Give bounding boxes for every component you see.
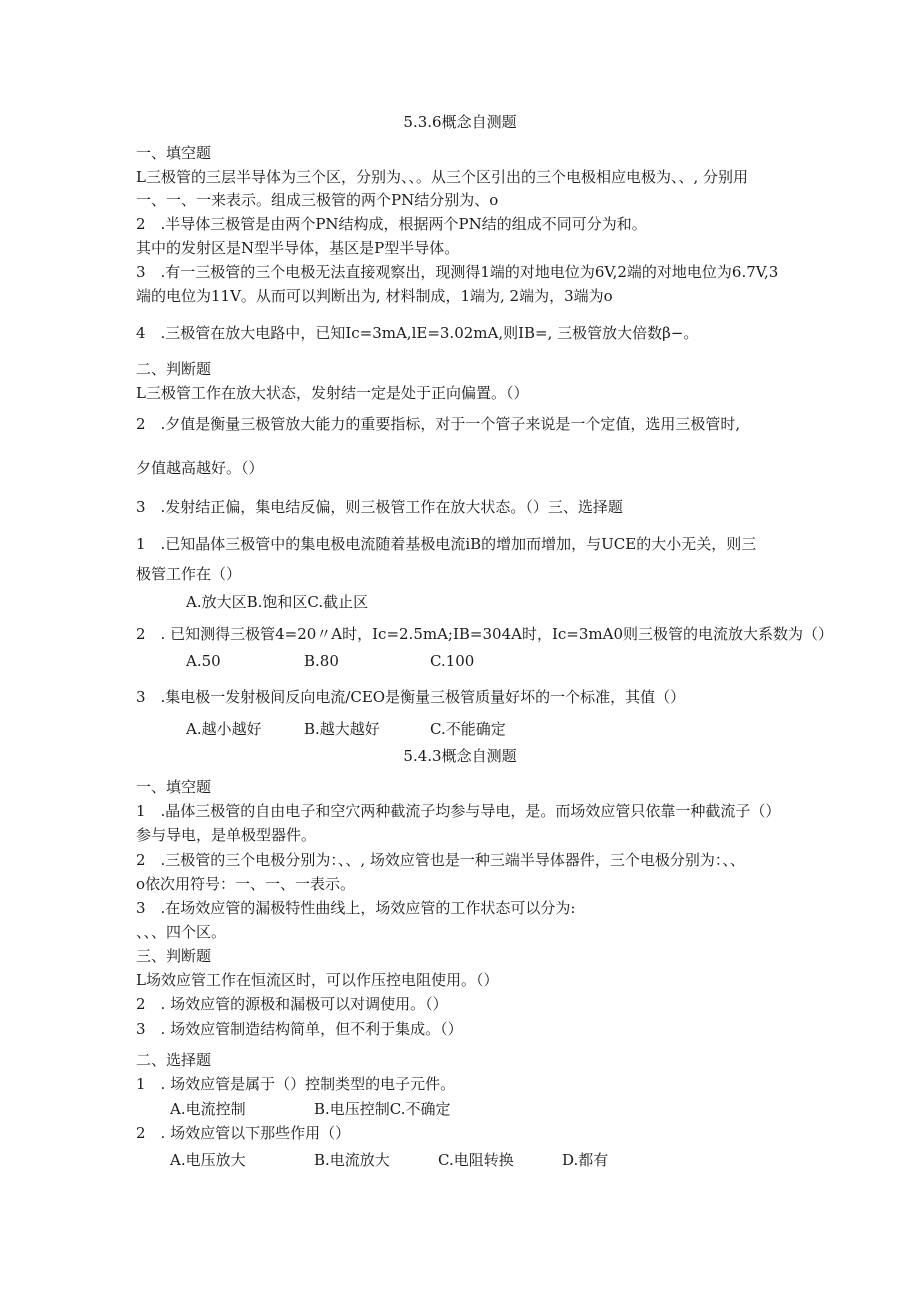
section-heading: 一、填空题 [136,144,212,162]
question-line: 2 . 场效应管的源极和漏极可以对调使用。（） [136,995,448,1013]
question-line: 3 .集电极一发射极间反向电流/CEO是衡量三极管质量好坏的一个标准，其值（） [136,688,686,706]
question-line: 1 . 场效应管是属于（）控制类型的电子元件。 [136,1075,456,1093]
question-line: 1 .晶体三极管的自由电子和空穴两种截流子均参与导电，是。而场效应管只依靠一种截流子（） [136,802,781,820]
question-line: L三极管的三层半导体为三个区，分别为、、。从三个区引出的三个电极相应电极为、、, 分别用 [136,168,749,186]
option-a: A.电流控制 [170,1100,246,1118]
question-line: 3 . 场效应管制造结构简单，但不利于集成。（） [136,1020,463,1038]
option-b: B.越大越好 [304,720,380,738]
option-b: B.电流放大 [314,1151,390,1169]
question-line: 4 .三极管在放大电路中，已知Ic=3mA,lE=3.02mA,则IB=, 三极管放大倍数β−。 [136,324,699,342]
question-line: 3 .在场效应管的漏极特性曲线上，场效应管的工作状态可以分为: [136,899,576,917]
question-line: 参与导电，是单极型器件。 [136,826,317,844]
question-line: 2 .半导体三极管是由两个PN结构成，根据两个PN结的组成不同可分为和。 [136,215,647,233]
question-line: 极管工作在（） [136,565,242,583]
question-line: 其中的发射区是N型半导体，基区是P型半导体。 [136,239,460,257]
option-b: B.电压控制C.不确定 [314,1100,451,1118]
question-line: 端的电位为11V。从而可以判断出为, 材料制成，1端为, 2端为，3端为o [136,287,613,305]
question-line: L场效应管工作在恒流区时，可以作压控电阻使用。（） [136,971,499,989]
option-c: C.不能确定 [430,720,506,738]
section-heading: 二、判断题 [136,360,212,378]
answer-options: A.放大区B.饱和区C.截止区 [186,593,369,611]
option-c: C.100 [430,652,475,670]
option-a: A.越小越好 [186,720,262,738]
section-title: 5.3.6概念自测题 [403,113,517,131]
question-line: 夕值越高越好。（） [136,459,264,477]
question-line: L三极管工作在放大状态，发射结一定是处于正向偏置。（） [136,384,529,402]
section-heading: 一、填空题 [136,778,212,796]
question-line: 2 .三极管的三个电极分别为：、、, 场效应管也是一种三端半导体器件，三个电极分别为：、、 [136,851,745,869]
section-heading: 二、选择题 [136,1051,212,1069]
question-line: 3 .有一三极管的三个电极无法直接观察出，现测得1端的对地电位为6V,2端的对地电位为6.7V,3 [136,263,779,281]
option-c: C.电阻转换 [438,1151,514,1169]
question-line: 、、、四个区。 [136,923,227,941]
section-title: 5.4.3概念自测题 [403,747,517,765]
question-line: 2 . 场效应管以下那些作用（） [136,1124,351,1142]
option-a: A.50 [186,652,221,670]
section-heading: 三、判断题 [136,947,212,965]
question-line: o依次用符号：一、一、一表示。 [136,875,356,893]
question-line: 1 .已知晶体三极管中的集电极电流随着基极电流iB的增加而增加，与UCE的大小无关，则三 [136,535,757,553]
question-line: 2 . 已知测得三极管4=20〃A时，Ic=2.5mA;IB=304A时，Ic=3mA0则三极管的电流放大系数为（） [136,625,833,643]
question-line: 一、一、一来表示。组成三极管的两个PN结分别为、o [136,191,499,209]
question-line: 2 .夕值是衡量三极管放大能力的重要指标，对于一个管子来说是一个定值，选用三极管时, [136,415,741,433]
option-d: D.都有 [562,1151,609,1169]
option-a: A.电压放大 [170,1151,246,1169]
option-b: B.80 [304,652,339,670]
question-line: 3 .发射结正偏，集电结反偏，则三极管工作在放大状态。（）三、选择题 [136,498,623,516]
